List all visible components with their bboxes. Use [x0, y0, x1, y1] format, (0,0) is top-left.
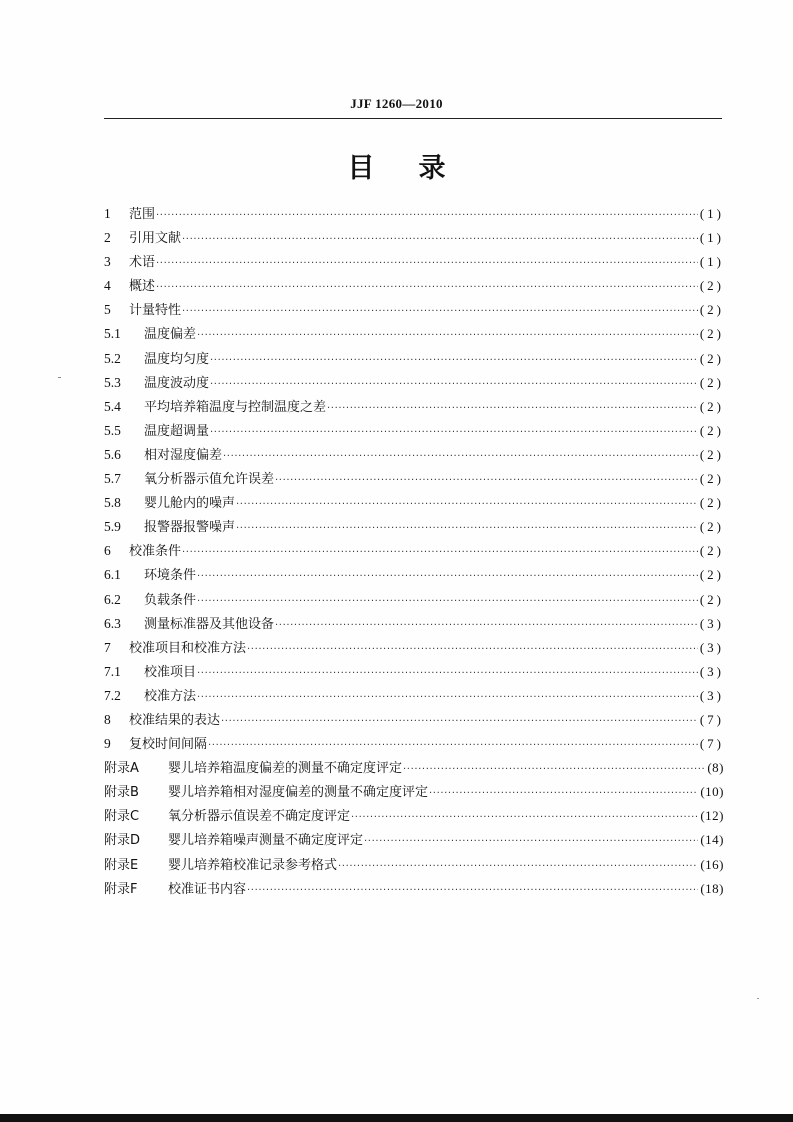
- toc-dot-leader: [210, 379, 698, 390]
- scan-speck: [757, 998, 759, 999]
- toc-dot-leader: [208, 740, 698, 751]
- toc-entry-page: (3): [699, 663, 724, 679]
- toc-entry[interactable]: [104, 396, 724, 420]
- toc-entry-number: 5.1: [104, 326, 121, 342]
- toc-entry-number: 附录D: [104, 833, 141, 849]
- toc-entry-number: 附录E: [104, 857, 139, 873]
- toc-entry-title: 校准方法: [144, 688, 197, 704]
- toc-entry-number: 6.1: [104, 567, 121, 583]
- toc-entry-title: 报警器报警噪声: [144, 520, 236, 536]
- toc-entry-number: 2: [104, 230, 111, 246]
- toc-entry-title: 校准项目: [144, 664, 197, 680]
- toc-entry[interactable]: [104, 661, 724, 685]
- toc-entry-page: (2): [699, 398, 724, 414]
- toc-entry-title: 氧分析器示值误差不确定度评定: [168, 809, 351, 825]
- toc-entry-title: 温度波动度: [144, 375, 210, 391]
- toc-entry[interactable]: [104, 589, 724, 613]
- toc-dot-leader: [182, 234, 698, 245]
- toc-dot-leader: [197, 571, 698, 582]
- toc-entry-page: (10): [700, 784, 724, 800]
- toc-entry-number: 7: [104, 639, 111, 655]
- toc-dot-leader: [236, 499, 698, 510]
- toc-entry-title: 温度超调量: [144, 423, 210, 439]
- toc-entry[interactable]: [104, 613, 724, 637]
- toc-entry-page: (7): [699, 711, 724, 727]
- toc-dot-leader: [247, 644, 698, 655]
- toc-entry[interactable]: [104, 516, 724, 540]
- toc-entry-title: 复校时间间隔: [129, 737, 208, 753]
- toc-dot-leader: [182, 547, 698, 558]
- toc-entry-page: (16): [700, 856, 724, 872]
- toc-entry-title: 概述: [129, 279, 156, 295]
- toc-entry-page: (8): [707, 760, 724, 776]
- toc-entry-page: (2): [699, 591, 724, 607]
- standard-code: JJF 1260—2010: [350, 96, 443, 111]
- toc-entry-page: (14): [700, 832, 724, 848]
- toc-entry-title: 温度偏差: [144, 327, 197, 343]
- toc-entry[interactable]: [104, 878, 724, 902]
- toc-entry[interactable]: [104, 444, 724, 468]
- toc-entry[interactable]: [104, 468, 724, 492]
- toc-entry-number: 5.5: [104, 422, 121, 438]
- toc-dot-leader: [210, 427, 698, 438]
- toc-entry[interactable]: [104, 829, 724, 853]
- toc-entry-title: 术语: [129, 255, 156, 271]
- toc-entry[interactable]: [104, 805, 724, 829]
- toc-dot-leader: [403, 764, 705, 775]
- toc-entry-title: 婴儿培养箱温度偏差的测量不确定度评定: [168, 761, 403, 777]
- toc-entry-title: 范围: [129, 207, 156, 222]
- toc-entry-page: (2): [699, 543, 724, 559]
- toc-entry-title: 校准条件: [129, 544, 182, 560]
- toc-entry-number: 附录B: [104, 785, 139, 801]
- toc-entry-number: 5.7: [104, 471, 121, 487]
- toc-entry[interactable]: [104, 757, 724, 781]
- toc-entry[interactable]: [104, 251, 724, 275]
- toc-entry-number: 5.4: [104, 398, 121, 414]
- toc-entry-page: (2): [699, 326, 724, 342]
- toc-dot-leader: [247, 885, 698, 896]
- toc-entry-number: 5: [104, 302, 111, 318]
- toc-entry[interactable]: [104, 420, 724, 444]
- toc-entry-title: 温度均匀度: [144, 351, 210, 367]
- scan-speck: [58, 377, 61, 378]
- toc-entry[interactable]: [104, 733, 724, 757]
- toc-entry-number: 9: [104, 736, 111, 752]
- toc-entry-title: 婴儿培养箱校准记录参考格式: [168, 857, 338, 873]
- toc-dot-leader: [197, 668, 698, 679]
- toc-entry[interactable]: [104, 637, 724, 661]
- toc-entry-number: 6: [104, 543, 111, 559]
- toc-entry-page: (2): [699, 567, 724, 583]
- toc-entry-page: (1): [699, 230, 724, 246]
- toc-dot-leader: [275, 620, 698, 631]
- toc-entry-page: (2): [699, 374, 724, 390]
- toc-entry-page: (7): [699, 736, 724, 752]
- toc-entry-number: 4: [104, 278, 111, 294]
- toc-dot-leader: [351, 812, 698, 823]
- toc-entry-page: (2): [699, 495, 724, 511]
- toc-entry-page: (1): [699, 254, 724, 270]
- toc-entry[interactable]: [104, 227, 724, 251]
- toc-entry-page: (2): [699, 422, 724, 438]
- toc-entry-page: (2): [699, 519, 724, 535]
- toc-entry-title: 平均培养箱温度与控制温度之差: [144, 399, 327, 415]
- toc-entry[interactable]: [104, 323, 724, 347]
- toc-dot-leader: [156, 210, 698, 221]
- toc-entry-page: (18): [700, 880, 724, 896]
- toc-entry[interactable]: [104, 275, 724, 299]
- toc-entry-number: 5.2: [104, 350, 121, 366]
- toc-entry-number: 5.8: [104, 495, 121, 511]
- toc-entry[interactable]: [104, 492, 724, 516]
- toc-entry[interactable]: [104, 299, 724, 323]
- toc-entry-number: 5.6: [104, 446, 121, 462]
- toc-entry-title: 环境条件: [144, 568, 197, 584]
- toc-dot-leader: [182, 306, 698, 317]
- toc-entry[interactable]: [104, 540, 724, 564]
- toc-entry[interactable]: [104, 348, 724, 372]
- toc-dot-leader: [338, 861, 698, 872]
- toc-entry-title: 校准证书内容: [168, 881, 247, 897]
- toc-entry-title: 校准结果的表达: [129, 712, 221, 728]
- toc-dot-leader: [210, 355, 698, 366]
- toc-dot-leader: [223, 451, 698, 462]
- toc-dot-leader: [197, 596, 698, 607]
- toc-entry[interactable]: [104, 564, 724, 588]
- toc-dot-leader: [364, 836, 698, 847]
- toc-entry[interactable]: [104, 709, 724, 733]
- toc-entry-page: (3): [699, 639, 724, 655]
- toc-dot-leader: [275, 475, 698, 486]
- toc-entry-title: 婴儿培养箱噪声测量不确定度评定: [168, 833, 364, 849]
- toc-entry-page: (12): [700, 808, 724, 824]
- toc-entry-page: (1): [699, 206, 724, 221]
- toc-dot-leader: [156, 258, 698, 269]
- toc-entry-number: 附录A: [104, 761, 139, 777]
- toc-entry[interactable]: [104, 685, 724, 709]
- toc-entry-page: (2): [699, 446, 724, 462]
- toc-entry-title: 计量特性: [129, 303, 182, 319]
- toc-dot-leader: [197, 692, 698, 703]
- toc-entry-number: 7.1: [104, 663, 121, 679]
- toc-entry-title: 婴儿培养箱相对湿度偏差的测量不确定度评定: [168, 785, 429, 801]
- toc-entry-page: (3): [699, 687, 724, 703]
- toc-entry-number: 8: [104, 711, 111, 727]
- toc-dot-leader: [197, 330, 698, 341]
- toc-entry-title: 氧分析器示值允许误差: [144, 472, 275, 488]
- toc-dot-leader: [156, 282, 698, 293]
- toc-entry-number: 3: [104, 254, 111, 270]
- toc-entry-page: (2): [699, 278, 724, 294]
- toc-entry-number: 1: [104, 206, 111, 221]
- toc-entry[interactable]: [104, 854, 724, 878]
- toc-entry-title: 负载条件: [144, 592, 197, 608]
- toc-entry-number: 6.3: [104, 615, 121, 631]
- toc-dot-leader: [221, 716, 698, 727]
- toc-entry-title: 测量标准器及其他设备: [144, 616, 275, 632]
- toc-entry-title: 校准项目和校准方法: [129, 640, 247, 656]
- toc-entry-page: (3): [699, 615, 724, 631]
- toc-entry-title: 婴儿舱内的噪声: [144, 496, 236, 512]
- toc-entry-number: 7.2: [104, 687, 121, 703]
- scan-bottom-edge: [0, 1114, 793, 1122]
- toc-dot-leader: [327, 403, 698, 414]
- toc-entry-page: (2): [699, 471, 724, 487]
- toc-entry[interactable]: [104, 203, 724, 227]
- toc-entry-number: 6.2: [104, 591, 121, 607]
- toc-entry-page: (2): [699, 302, 724, 318]
- toc-entry-title: 相对湿度偏差: [144, 447, 223, 463]
- toc-entry-title: 引用文献: [129, 231, 182, 247]
- toc-entry-number: 附录C: [104, 809, 140, 825]
- toc-entry-number: 5.3: [104, 374, 121, 390]
- toc-dot-leader: [236, 523, 698, 534]
- header-rule: [104, 118, 722, 119]
- toc-entry[interactable]: [104, 372, 724, 396]
- toc-entry-page: (2): [699, 350, 724, 366]
- toc-dot-leader: [429, 788, 698, 799]
- table-of-contents: [104, 203, 724, 902]
- toc-entry-number: 5.9: [104, 519, 121, 535]
- toc-entry-number: 附录F: [104, 881, 138, 897]
- toc-entry[interactable]: [104, 781, 724, 805]
- page-title: 目录: [347, 153, 490, 184]
